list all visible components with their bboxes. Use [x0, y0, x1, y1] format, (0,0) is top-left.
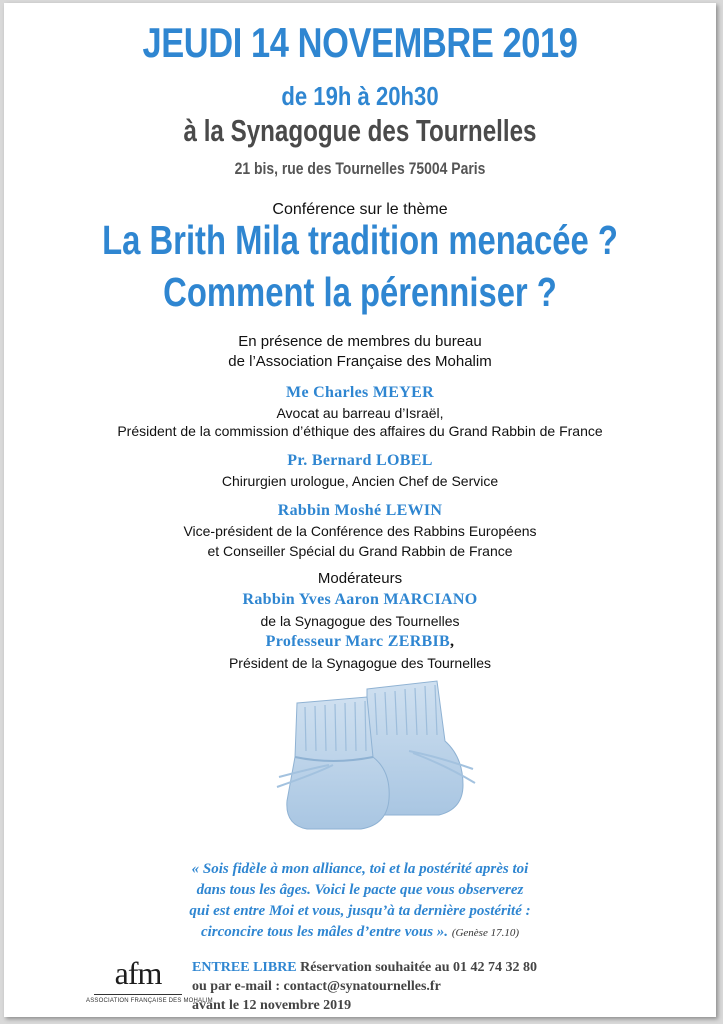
- logo-letters: afm: [114, 955, 162, 991]
- afm-logo: [86, 955, 213, 1015]
- quote-line: « Sois fidèle à mon alliance, toi et la postérité après toi: [191, 861, 529, 877]
- event-date: JEUDI 14 NOVEMBRE 2019: [142, 19, 578, 66]
- speaker-description: et Conseiller Spécial du Grand Rabbin de France: [207, 543, 513, 559]
- speaker-description: Chirurgien urologue, Ancien Chef de Service: [221, 473, 499, 489]
- presence-line2: de l’Association Française des Mohalim: [228, 353, 492, 370]
- quote-line-last: [4, 924, 716, 941]
- footer-entry-line: [192, 960, 537, 976]
- moderator-description: Président de la Synagogue des Tournelles: [228, 655, 492, 671]
- speaker-description: Président de la commission d’éthique des affaires du Grand Rabbin de France: [117, 423, 603, 439]
- logo-divider: [94, 994, 182, 995]
- moderator-name: Rabbin Yves Aaron MARCIANO: [242, 591, 478, 608]
- quote-line: qui est entre Moi et vous, jusqu’à ta dernière postérité :: [189, 903, 531, 919]
- moderator-description: de la Synagogue des Tournelles: [260, 613, 460, 629]
- conference-title-line2: Comment la pérenniser ?: [163, 269, 557, 315]
- theme-label: Conférence sur le thème: [272, 201, 448, 218]
- email-prefix: ou par e-mail :: [192, 979, 281, 994]
- entry-libre: ENTREE LIBRE: [192, 960, 297, 975]
- moderator-name-row: [4, 633, 716, 651]
- moderators-label: Modérateurs: [317, 570, 403, 587]
- moderator-name: Professeur Marc ZERBIB: [265, 633, 451, 650]
- speaker-description: Vice-président de la Conférence des Rabbins Européens: [183, 523, 537, 539]
- presence-line1: En présence de membres du bureau: [238, 333, 482, 350]
- quote-line: circoncire tous les mâles d’entre vous ».: [200, 924, 449, 940]
- baby-booties-image: [249, 673, 479, 838]
- flyer-page: [4, 3, 716, 1017]
- event-time: de 19h à 20h30: [281, 81, 439, 111]
- event-venue: à la Synagogue des Tournelles: [183, 113, 537, 148]
- speaker-name: Pr. Bernard LOBEL: [287, 452, 433, 469]
- quote-line: dans tous les âges. Voici le pacte que vous observerez: [196, 882, 524, 898]
- quote-reference: (Genèse 17.10): [451, 927, 520, 939]
- footer-email-line: [192, 979, 441, 995]
- speaker-name: Rabbin Moshé LEWIN: [277, 502, 443, 519]
- footer-deadline: avant le 12 novembre 2019: [192, 998, 352, 1013]
- speaker-name: Me Charles MEYER: [286, 384, 434, 401]
- reservation-text: Réservation souhaitée au 01 42 74 32 80: [300, 960, 537, 975]
- moderator-name-suffix: ,: [450, 633, 455, 650]
- email-link[interactable]: contact@synatournelles.fr: [283, 979, 441, 994]
- speaker-description: Avocat au barreau d’Israël,: [276, 405, 444, 421]
- logo-caption: ASSOCIATION FRANÇAISE DES MOHALIM: [86, 998, 213, 1004]
- conference-title-line1: La Brith Mila tradition menacée ?: [102, 217, 618, 263]
- event-address: 21 bis, rue des Tournelles 75004 Paris: [234, 159, 486, 178]
